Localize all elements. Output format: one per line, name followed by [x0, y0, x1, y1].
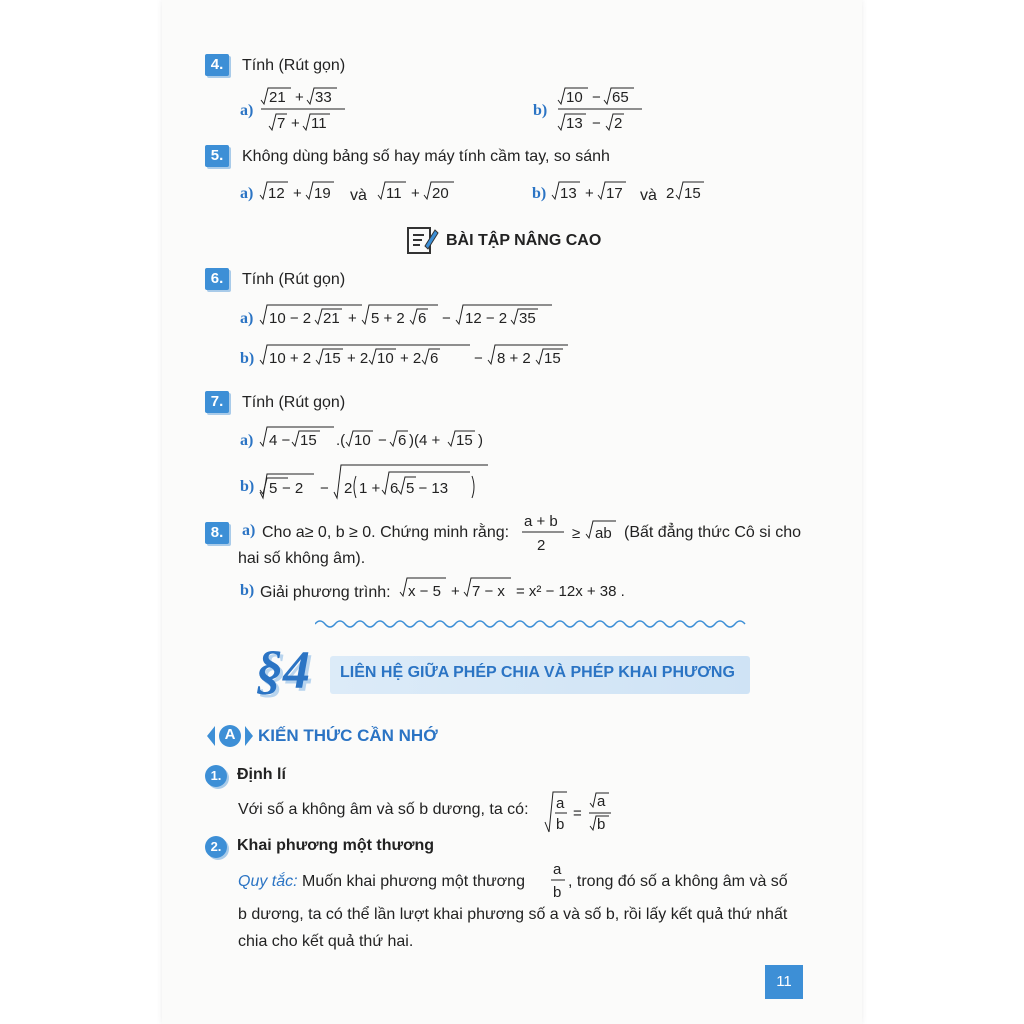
formula-7b [258, 462, 498, 506]
section-number: §4 [256, 640, 310, 700]
svg-text:=: = [573, 805, 582, 822]
exercise-number-8: 8. [205, 522, 229, 544]
svg-text:− 2: − 2 [282, 480, 304, 497]
exercise-6a-label: a) [240, 310, 254, 327]
svg-text:−: − [320, 480, 329, 497]
svg-text:b: b [597, 816, 606, 833]
svg-text:20: 20 [432, 185, 449, 202]
exercise-7a-label: a) [240, 432, 254, 449]
exercise-5a-label: a) [240, 185, 254, 202]
formula-8b [398, 574, 668, 604]
svg-text:1 +: 1 + [359, 480, 381, 497]
svg-text:7: 7 [277, 115, 286, 132]
svg-text:10: 10 [377, 350, 394, 367]
svg-text:12 − 2: 12 − 2 [465, 310, 508, 327]
svg-text:+: + [293, 185, 302, 202]
svg-text:11: 11 [386, 185, 402, 202]
svg-text:7 − x: 7 − x [472, 583, 505, 600]
svg-text:+ 2: + 2 [400, 350, 422, 367]
svg-text:15: 15 [544, 350, 561, 367]
formula-6b [258, 342, 578, 372]
svg-text:13: 13 [566, 115, 583, 132]
wavy-divider [315, 618, 755, 630]
quotient-rule-heading: Khai phương một thương [237, 837, 434, 854]
svg-text:15: 15 [300, 432, 317, 449]
svg-text:35: 35 [519, 310, 536, 327]
rule-label: Quy tắc: [238, 873, 298, 890]
svg-text:+: + [585, 185, 594, 202]
fraction-a-over-b [549, 858, 569, 904]
svg-text:10 + 2: 10 + 2 [269, 350, 312, 367]
svg-text:6: 6 [430, 350, 439, 367]
exercise-8a-note-cont: hai số không âm). [238, 550, 366, 567]
formula-5b [550, 179, 710, 207]
rule-text-3: chia cho kết quả thứ hai. [238, 933, 414, 950]
section-a-letter: A [224, 726, 236, 743]
knowledge-heading: KIẾN THỨC CẦN NHỚ [258, 726, 438, 745]
pencil-notebook-icon [405, 224, 439, 256]
exercise-8a-label: a) [242, 522, 256, 539]
svg-text:.(: .( [336, 432, 346, 449]
svg-text:10 − 2: 10 − 2 [269, 310, 312, 327]
svg-text:2: 2 [666, 185, 675, 202]
svg-text:5 − 13: 5 − 13 [406, 480, 449, 497]
svg-text:11: 11 [311, 115, 327, 132]
svg-text:4 −: 4 − [269, 432, 291, 449]
svg-text:a + b: a + b [524, 513, 558, 530]
svg-text:6: 6 [390, 480, 399, 497]
svg-text:ab: ab [595, 525, 612, 542]
rule-text-2: b dương, ta có thể lần lượt khai phương số a và số b, rồi lấy kết quả thứ nhất [238, 906, 788, 923]
svg-text:10: 10 [354, 432, 371, 449]
svg-text:b: b [556, 816, 565, 833]
formula-8a [520, 508, 620, 556]
theorem-heading: Định lí [237, 766, 286, 783]
svg-text:+: + [348, 310, 357, 327]
exercise-number-4: 4. [205, 54, 229, 76]
svg-text:65: 65 [612, 89, 629, 106]
svg-text:21: 21 [269, 89, 286, 106]
svg-text:−: − [442, 310, 451, 327]
exercise-number-7: 7. [205, 391, 229, 413]
svg-text:2: 2 [344, 480, 353, 497]
rule-text-1b: , trong đó số a không âm và số [568, 873, 788, 890]
exercise-number-5: 5. [205, 145, 229, 167]
exercise-8a-text: Cho a≥ 0, b ≥ 0. Chứng minh rằng: [262, 524, 510, 541]
svg-text:+ 2: + 2 [347, 350, 369, 367]
svg-text:−: − [378, 432, 387, 449]
svg-text:x − 5: x − 5 [408, 583, 441, 600]
svg-text:b: b [553, 884, 562, 901]
exercise-number-6: 6. [205, 268, 229, 290]
svg-text:8 + 2: 8 + 2 [497, 350, 531, 367]
svg-text:19: 19 [314, 185, 331, 202]
svg-text:+: + [291, 115, 300, 132]
svg-text:17: 17 [606, 185, 623, 202]
svg-text:a: a [553, 861, 562, 878]
exercise-6b-label: b) [240, 350, 255, 367]
item-number-2: 2. [205, 836, 227, 858]
exercise-4b-label: b) [533, 102, 548, 119]
svg-text:): ) [478, 432, 483, 449]
formula-6a [258, 302, 558, 332]
formula-theorem [543, 788, 623, 836]
svg-text:−: − [592, 89, 601, 106]
svg-text:15: 15 [324, 350, 341, 367]
svg-text:+: + [451, 583, 460, 600]
exercise-7-title: Tính (Rút gọn) [242, 394, 346, 411]
section-title: LIÊN HỆ GIỮA PHÉP CHIA VÀ PHÉP KHAI PHƯƠNG [340, 664, 735, 681]
svg-text:−: − [592, 115, 601, 132]
svg-text:33: 33 [315, 89, 332, 106]
svg-text:13: 13 [560, 185, 577, 202]
exercise-7b-label: b) [240, 478, 255, 495]
svg-text:6: 6 [398, 432, 407, 449]
svg-text:2: 2 [537, 537, 546, 554]
exercise-5b-and: và [640, 187, 657, 204]
page-number: 11 [765, 965, 803, 999]
exercise-8b-label: b) [240, 582, 255, 599]
theorem-text: Với số a không âm và số b dương, ta có: [238, 801, 529, 818]
svg-text:+: + [411, 185, 420, 202]
svg-text:5 + 2: 5 + 2 [371, 310, 405, 327]
formula-4b [552, 84, 652, 136]
exercise-4a-label: a) [240, 102, 254, 119]
formula-4a [255, 84, 355, 136]
svg-text:= x² − 12x + 38 .: = x² − 12x + 38 . [516, 583, 625, 600]
exercise-6-title: Tính (Rút gọn) [242, 271, 346, 288]
rule-text-1a: Muốn khai phương một thương [302, 873, 525, 890]
svg-text:15: 15 [456, 432, 473, 449]
exercise-8b-text: Giải phương trình: [260, 584, 391, 601]
svg-text:10: 10 [566, 89, 583, 106]
exercise-5-title: Không dùng bảng số hay máy tính cầm tay, so sánh [242, 148, 610, 165]
svg-text:+: + [295, 89, 304, 106]
svg-text:−: − [474, 350, 483, 367]
svg-text:≥: ≥ [572, 525, 581, 542]
item-number-1: 1. [205, 765, 227, 787]
exercise-5b-label: b) [532, 185, 547, 202]
svg-text:5: 5 [269, 480, 278, 497]
exercise-8a-note: (Bất đẳng thức Cô si cho [624, 524, 802, 541]
svg-text:21: 21 [323, 310, 340, 327]
svg-text:12: 12 [268, 185, 285, 202]
svg-text:a: a [597, 793, 606, 810]
advanced-exercises-heading: BÀI TẬP NÂNG CAO [446, 232, 602, 249]
svg-text:6: 6 [418, 310, 427, 327]
svg-text:a: a [556, 795, 565, 812]
formula-7a [258, 424, 498, 454]
exercise-4-title: Tính (Rút gọn) [242, 57, 346, 74]
svg-text:)(4 +: )(4 + [409, 432, 441, 449]
svg-text:2: 2 [614, 115, 623, 132]
exercise-5a-and: và [350, 187, 367, 204]
svg-text:15: 15 [684, 185, 701, 202]
